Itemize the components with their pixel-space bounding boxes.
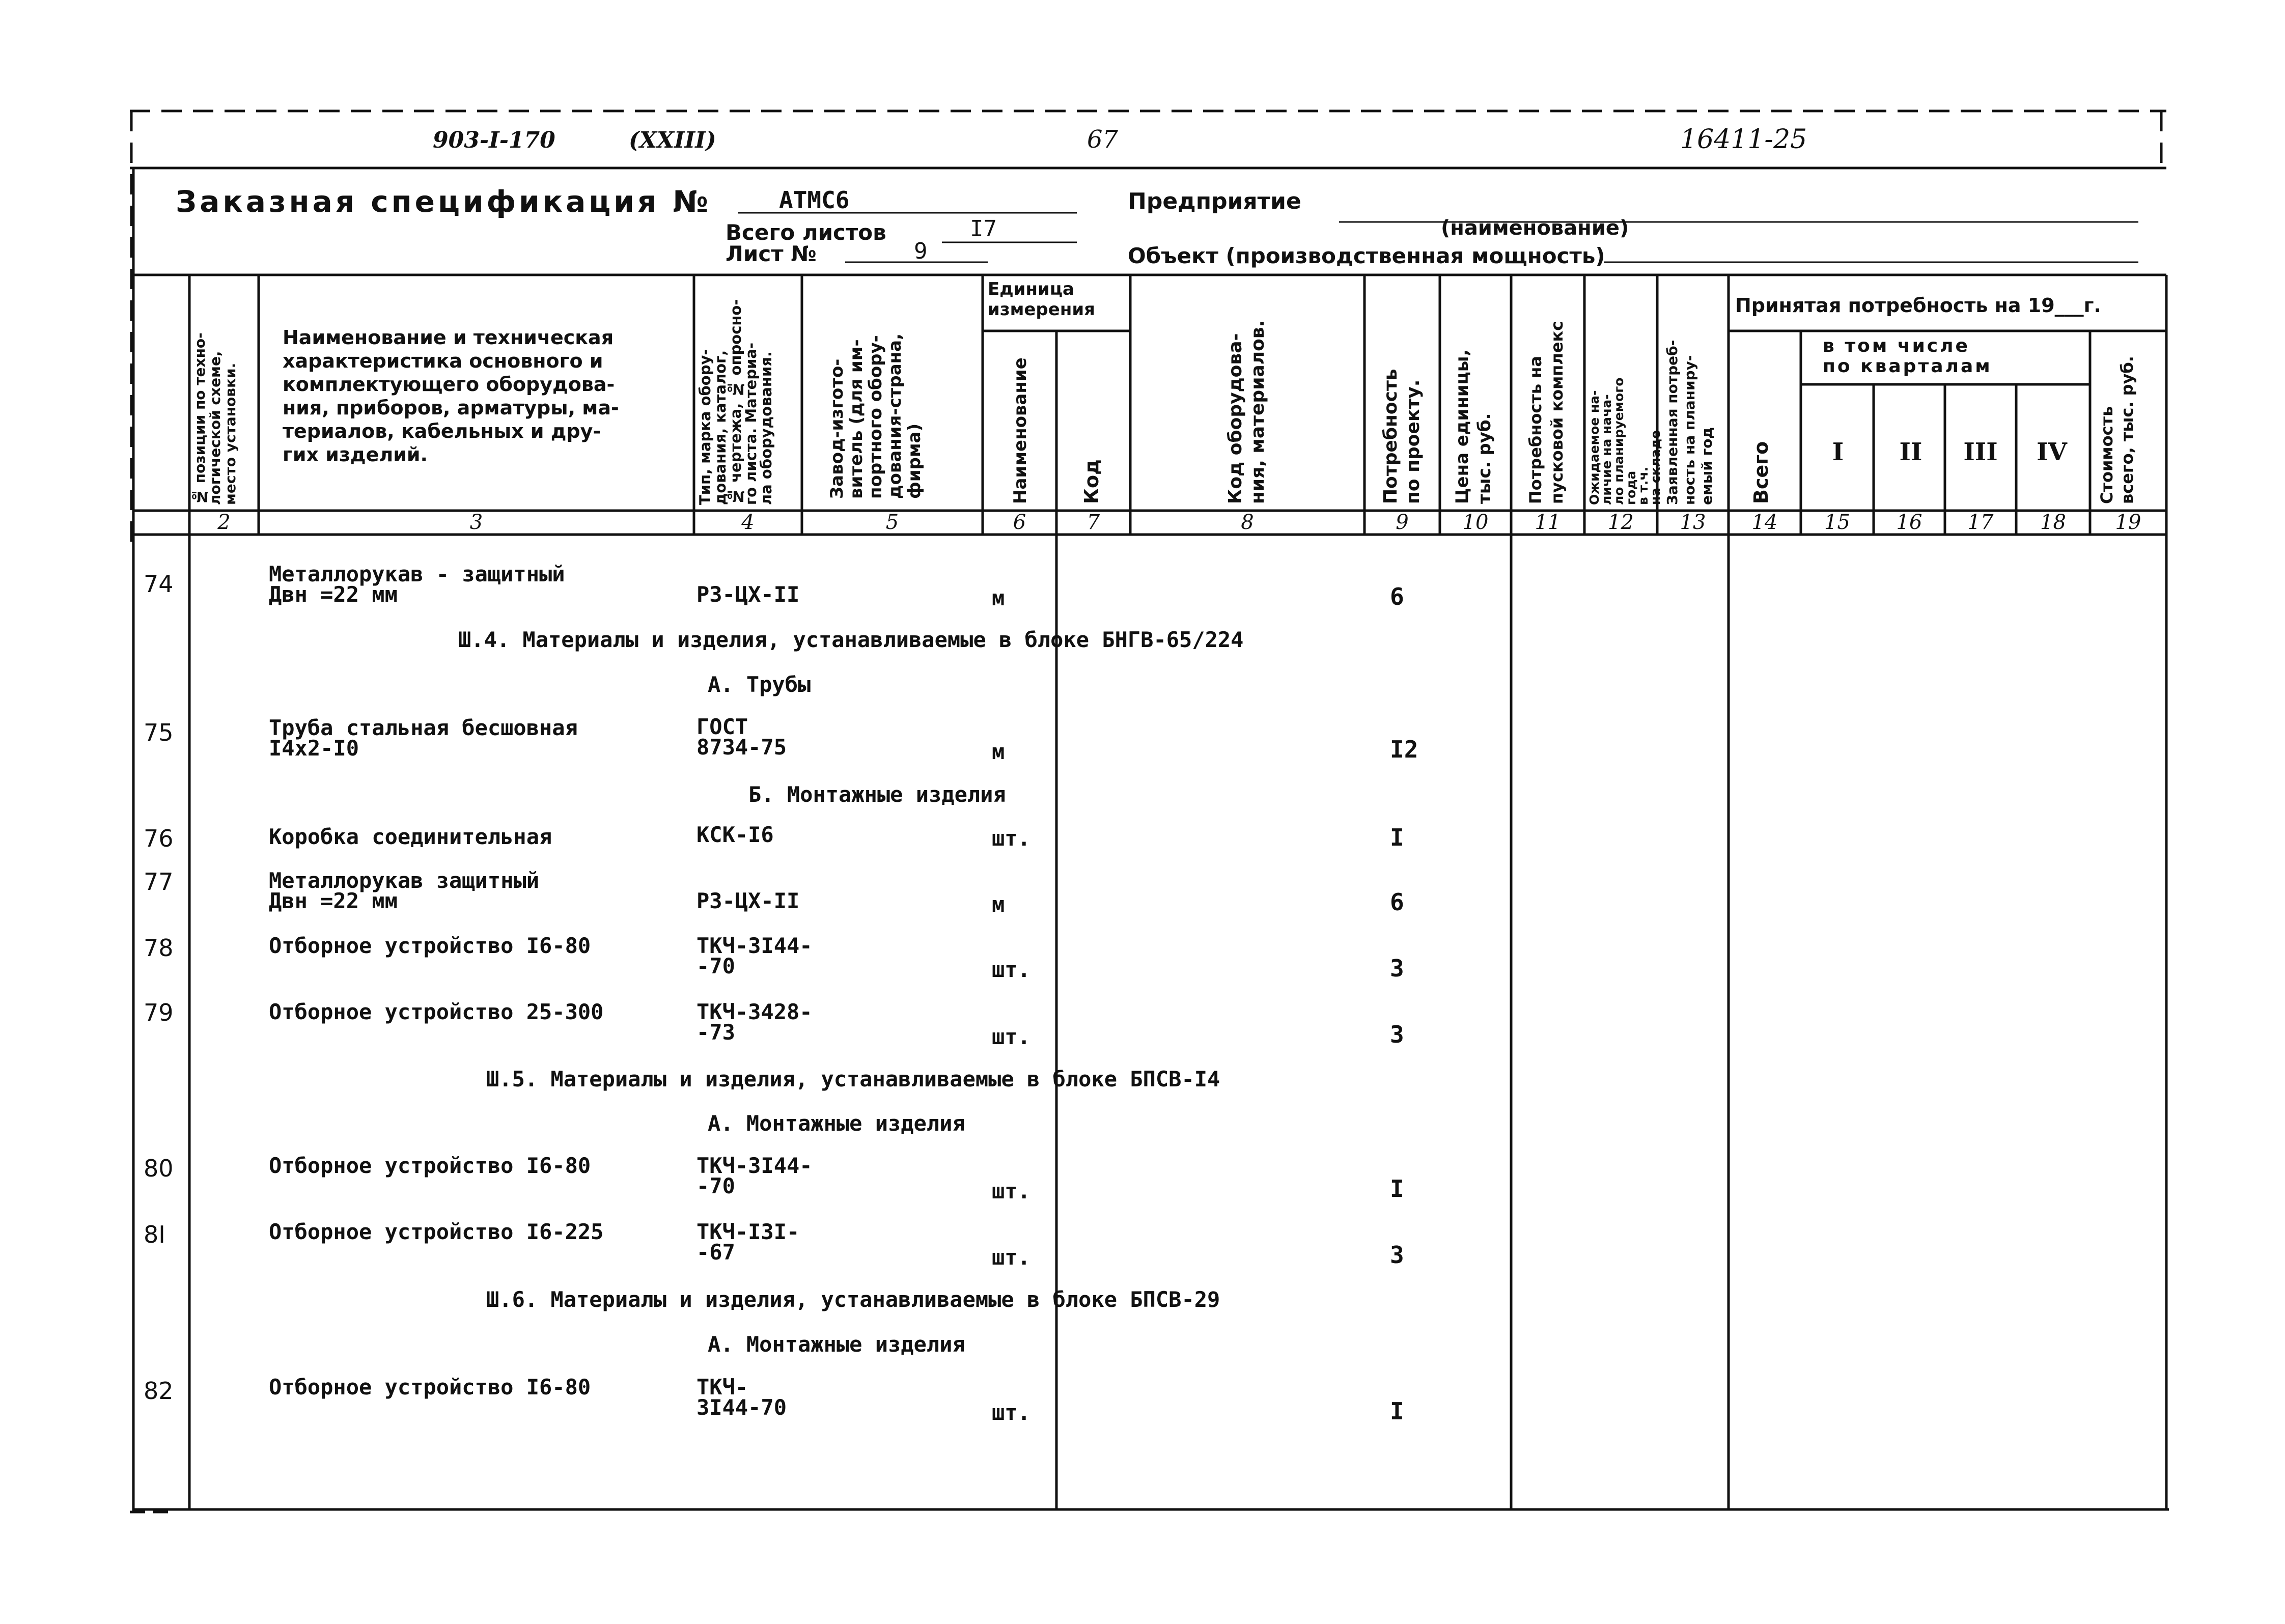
colnum-12: 12 [1608, 511, 1634, 534]
col3-header: Наименование и техническая характеристика основного и комплектующего оборудова- ния, приборов, арматуры, ма- териалов, кабельных и дру- гих изделий. [283, 326, 619, 466]
colnum-15: 15 [1824, 511, 1850, 534]
colnum-2: 2 [217, 511, 231, 534]
colnum-9: 9 [1396, 511, 1409, 534]
row-number: 8I [144, 1221, 165, 1248]
colnum-11: 11 [1535, 511, 1561, 534]
q4-header: IV [2037, 438, 2067, 466]
item-name: Коробка соединительная [269, 824, 552, 849]
col13-header: Заявленная потреб- ность на планиру- емый год [1664, 340, 1715, 505]
item-unit: шт. [992, 826, 1030, 851]
item-qty: 3 [1390, 1021, 1404, 1048]
total-sheets-label: Всего листов [726, 220, 886, 245]
item-qty: I2 [1390, 736, 1418, 763]
item-name: Металлорукав - защитный Двн =22 мм [269, 562, 565, 607]
row-number: 74 [144, 570, 174, 598]
colnum-4: 4 [741, 511, 755, 534]
album-number: (XXIII) [629, 127, 716, 153]
item-qty: 6 [1390, 583, 1404, 610]
row-number: 80 [144, 1155, 174, 1182]
item-qty: I [1390, 1397, 1404, 1425]
item-name: Металлорукав защитный Двн =22 мм [269, 868, 540, 913]
sheet-number: 9 [914, 238, 928, 264]
spec-number: АТМС6 [779, 186, 850, 214]
item-name: Отборное устройство I6-225 [269, 1219, 604, 1244]
subsection-heading: Б. Монтажные изделия [748, 782, 1006, 807]
colnum-5: 5 [885, 511, 899, 534]
colnum-6: 6 [1013, 511, 1026, 534]
enterprise-caption: (наименование) [1441, 216, 1629, 240]
item-unit: м [992, 585, 1005, 610]
subsection-heading: А. Монтажные изделия [708, 1111, 965, 1136]
colnum-13: 13 [1680, 511, 1706, 534]
col14-header: Всего [1750, 441, 1772, 504]
item-unit: м [992, 892, 1005, 917]
object-label: Объект (производственная мощность) [1128, 243, 1605, 268]
col8-header: Код оборудова- ния, материалов. [1225, 320, 1268, 504]
item-code: ТКЧ- 3I44-70 [696, 1375, 787, 1420]
doc-code: 903-I-170 [433, 127, 555, 153]
unit-group-header: Единица измерения [988, 279, 1095, 320]
item-code: ТКЧ-3I44- -70 [696, 933, 813, 978]
q1-header: I [1832, 438, 1844, 466]
item-unit: шт. [992, 1400, 1030, 1425]
colnum-17: 17 [1967, 511, 1994, 534]
col1-header: № позиции по техно- логической схеме, место установки. [191, 332, 239, 505]
col9-header: Потребность по проекту. [1380, 369, 1424, 504]
col4-header: Тип, марка обору- дования, каталог, № чертежа, № опросно- го листа. Материа- ла оборудования. [696, 299, 775, 505]
subsection-heading: А. Монтажные изделия [708, 1332, 965, 1357]
item-qty: I [1390, 1175, 1404, 1202]
colnum-16: 16 [1896, 511, 1922, 534]
item-qty: 3 [1390, 1241, 1404, 1269]
item-name: Отборное устройство 25-300 [269, 999, 604, 1024]
colnum-18: 18 [2040, 511, 2066, 534]
section-heading: Ш.4. Материалы и изделия, устанавливаемые в блоке БНГВ-65/224 [458, 627, 1244, 652]
colnum-19: 19 [2115, 511, 2141, 534]
row-number: 79 [144, 999, 174, 1026]
col19-header: Стоимость всего, тыс. руб. [2097, 356, 2137, 504]
col6-header: Наименование [1010, 357, 1030, 504]
row-number: 82 [144, 1377, 174, 1405]
item-code: ТКЧ-3I44- -70 [696, 1153, 813, 1198]
colnum-3: 3 [469, 511, 483, 534]
col11-header: Потребность на пусковой комплекс [1526, 321, 1567, 504]
colnum-8: 8 [1241, 511, 1254, 534]
colnum-7: 7 [1086, 511, 1100, 534]
col5-header: Завод-изгото- витель (для им- портного обору- дования-страна, фирма) [827, 333, 925, 499]
item-code: Р3-ЦХ-II [696, 888, 800, 913]
enterprise-label: Предприятие [1128, 188, 1301, 214]
item-name: Отборное устройство I6-80 [269, 933, 591, 958]
item-qty: I [1390, 824, 1404, 851]
sheet-label: Лист № [726, 241, 817, 266]
item-unit: шт. [992, 1024, 1030, 1049]
row-number: 75 [144, 719, 174, 746]
item-unit: м [992, 739, 1005, 764]
item-code: КСК-I6 [696, 822, 774, 847]
subsection-heading: А. Трубы [708, 672, 811, 697]
section-heading: Ш.5. Материалы и изделия, устанавливаемые в блоке БПСВ-I4 [486, 1067, 1220, 1091]
item-unit: шт. [992, 1179, 1030, 1203]
col12-header: Ожидаемое на- личие на нача- ло планируемого года в т.ч. на складе [1587, 377, 1663, 505]
accepted-header: Принятая потребность на 19___г. [1735, 294, 2101, 317]
total-sheets: I7 [970, 216, 997, 242]
item-name: Отборное устройство I6-80 [269, 1375, 591, 1399]
inventory-number: 16411-25 [1680, 124, 1807, 155]
q2-header: II [1899, 438, 1922, 466]
col7-header: Код [1080, 459, 1103, 504]
row-number: 76 [144, 825, 174, 852]
item-code: ТКЧ-I3I- -67 [696, 1219, 800, 1265]
row-number: 77 [144, 868, 174, 895]
colnum-10: 10 [1462, 511, 1489, 534]
item-code: ТКЧ-3428- -73 [696, 999, 813, 1045]
item-qty: 6 [1390, 888, 1404, 916]
page-number: 67 [1087, 125, 1119, 154]
col10-header: Цена единицы, тыс. руб. [1452, 349, 1495, 504]
spec-title: Заказная спецификация № [176, 184, 712, 219]
row-number: 78 [144, 934, 174, 962]
item-unit: шт. [992, 957, 1030, 982]
item-code: Р3-ЦХ-II [696, 582, 800, 607]
colnum-14: 14 [1751, 511, 1778, 534]
item-unit: шт. [992, 1245, 1030, 1270]
item-qty: 3 [1390, 955, 1404, 982]
item-name: Труба стальная бесшовная I4х2-I0 [269, 715, 578, 761]
q3-header: III [1963, 438, 1998, 466]
item-code: ГОСТ 8734-75 [696, 714, 787, 760]
section-heading: Ш.6. Материалы и изделия, устанавливаемые в блоке БПСВ-29 [486, 1287, 1220, 1312]
item-name: Отборное устройство I6-80 [269, 1153, 591, 1178]
quarters-header: в том числе по кварталам [1823, 335, 1992, 377]
